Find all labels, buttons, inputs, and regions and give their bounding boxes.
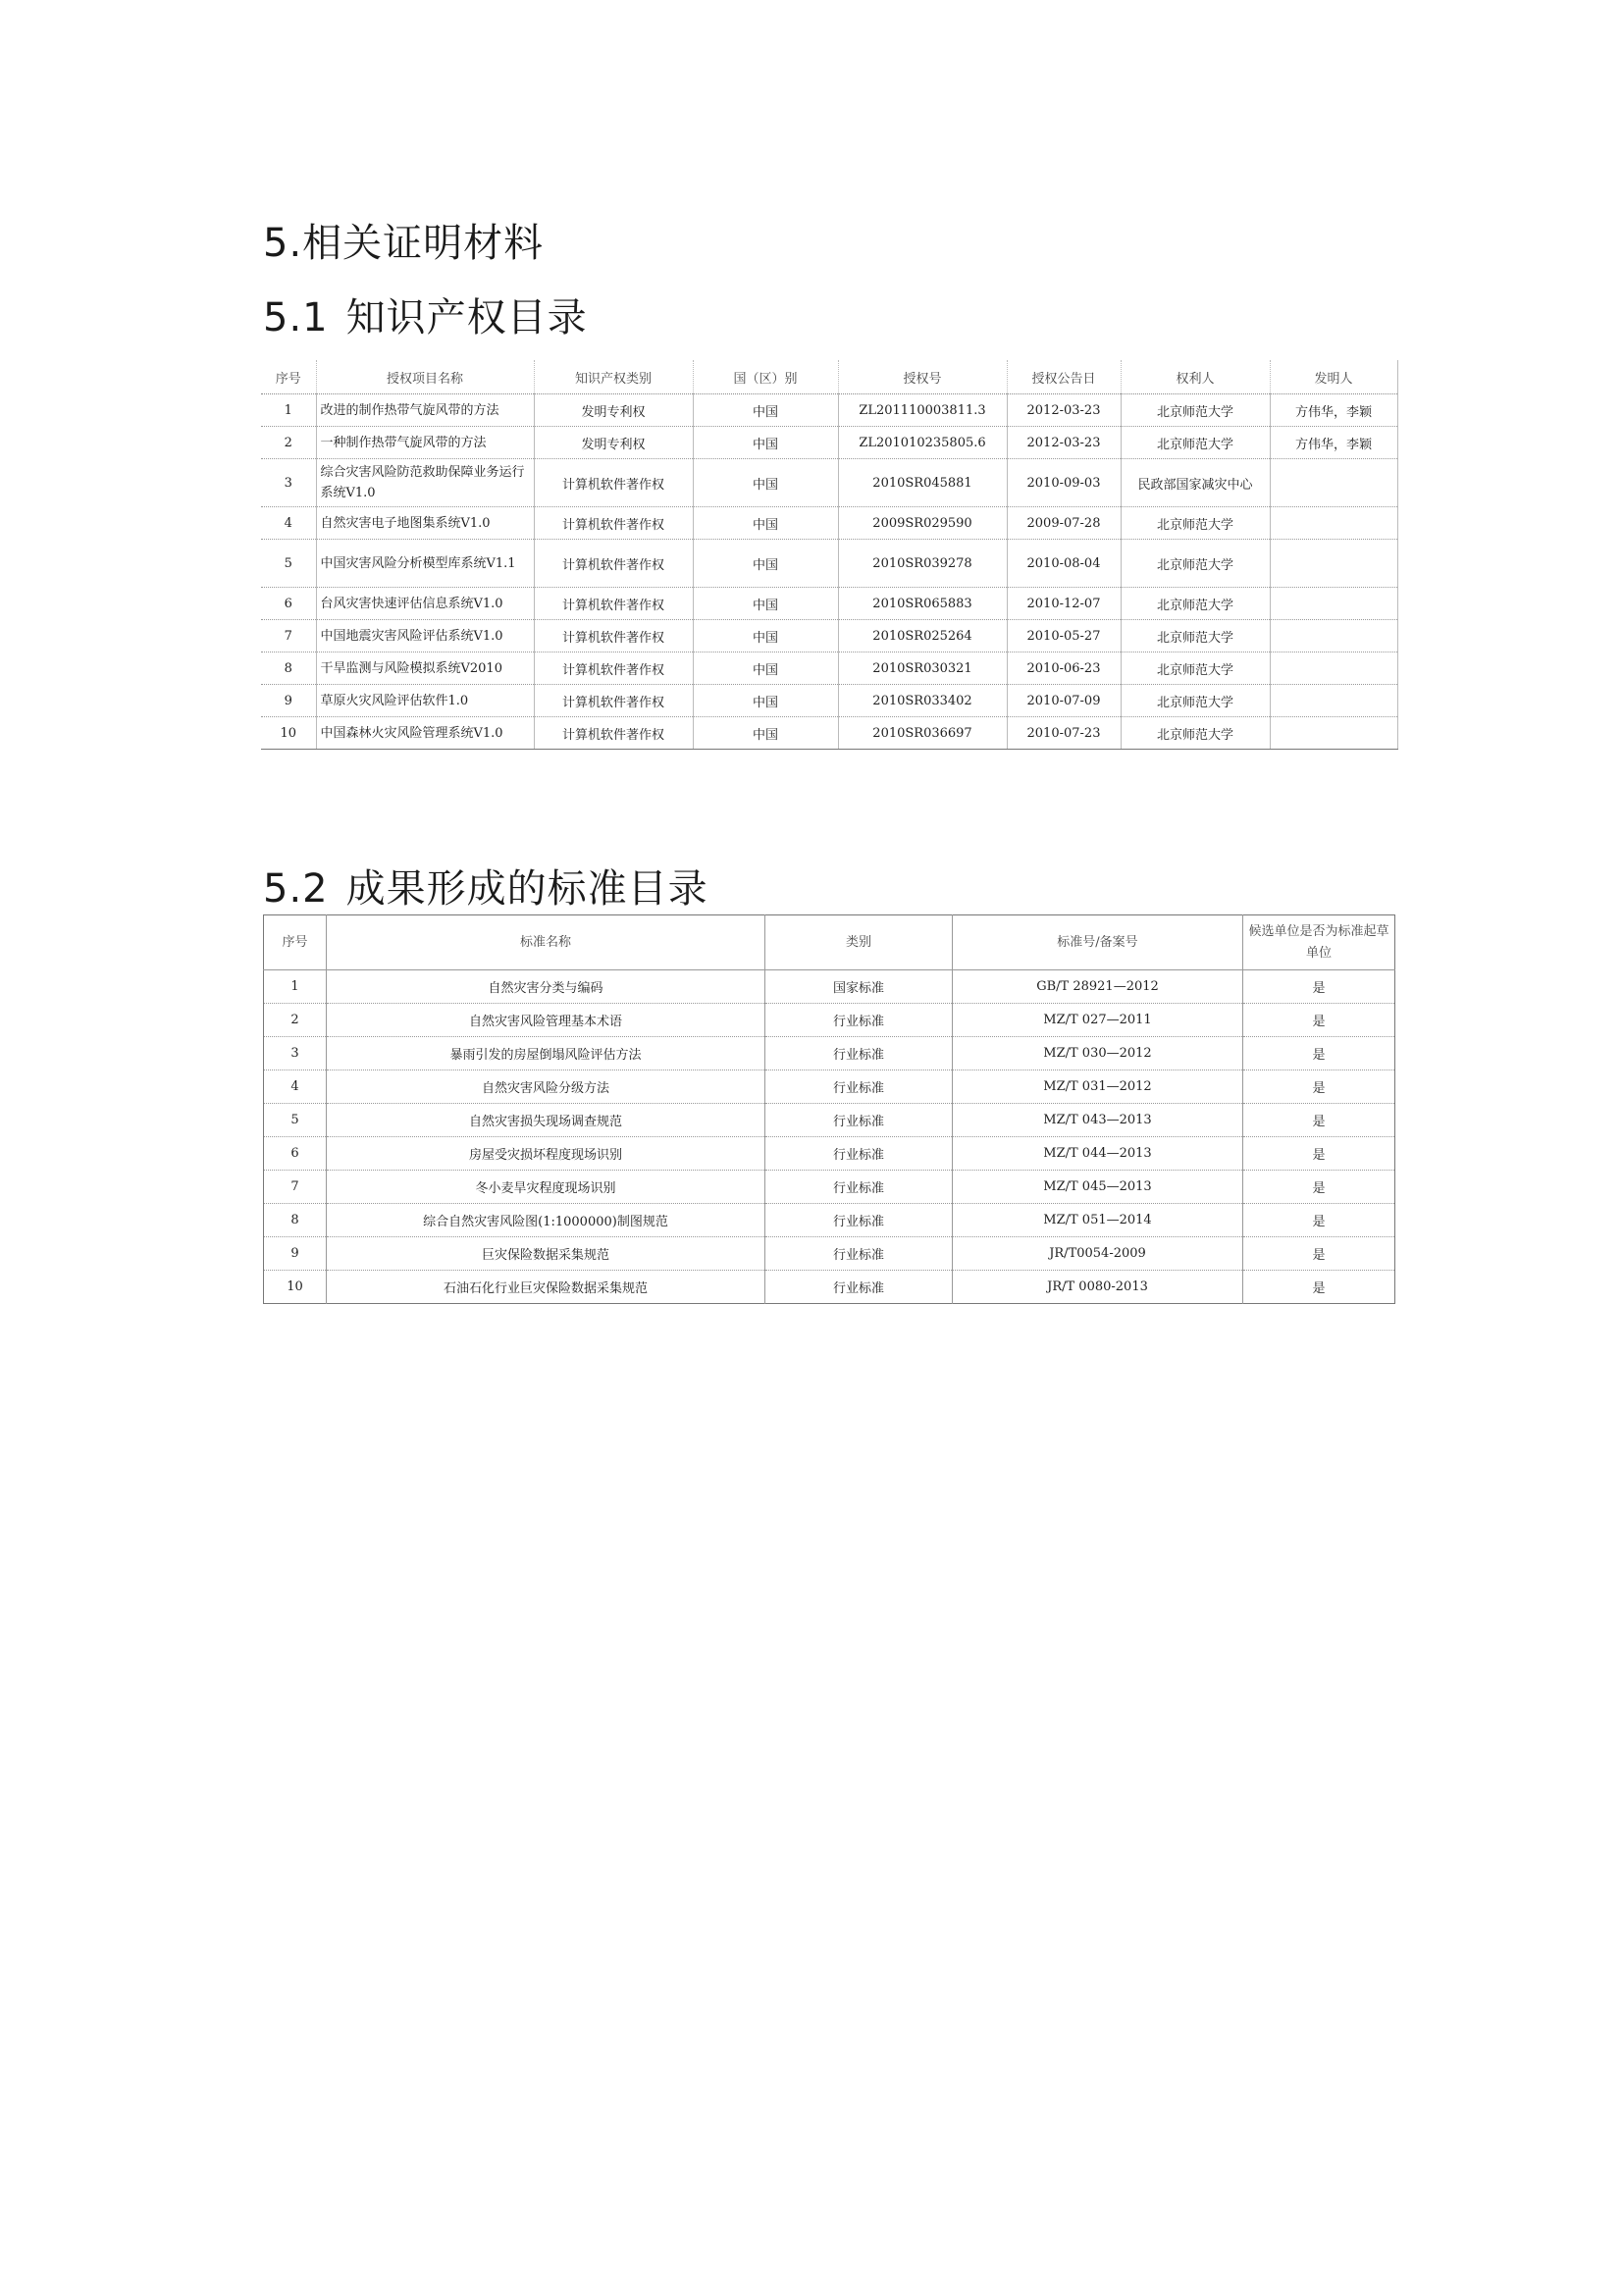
table-cell: 发明专利权 (534, 394, 693, 427)
column-header: 类别 (765, 915, 953, 970)
table-row (264, 1237, 1395, 1271)
table-cell: 行业标准 (765, 1137, 953, 1171)
table-cell: 2010-09-03 (1007, 459, 1121, 507)
table-cell: 发明专利权 (534, 427, 693, 459)
table-cell: 2010SR036697 (838, 717, 1007, 750)
column-header: 授权公告日 (1007, 360, 1121, 394)
section-heading-standards (263, 858, 708, 913)
table-row (264, 1137, 1395, 1171)
table-cell: 2010-08-04 (1007, 540, 1121, 588)
table-cell: 2010-07-23 (1007, 717, 1121, 750)
table-cell: 方伟华，李颖 (1270, 394, 1397, 427)
table-cell: 2009SR029590 (838, 507, 1007, 540)
table-cell: 一种制作热带气旋风带的方法 (316, 427, 534, 459)
table-cell: 是 (1243, 1271, 1395, 1304)
table-row (264, 1004, 1395, 1037)
table-cell: MZ/T 045—2013 (953, 1171, 1243, 1204)
table-cell: 是 (1243, 1204, 1395, 1237)
table-cell: 改进的制作热带气旋风带的方法 (316, 394, 534, 427)
table-cell: 2010SR039278 (838, 540, 1007, 588)
table-cell: JR/T0054-2009 (953, 1237, 1243, 1271)
table-row (261, 459, 1397, 507)
table-cell: 中国 (693, 652, 838, 685)
table-row (261, 507, 1397, 540)
table-cell: 是 (1243, 1037, 1395, 1070)
table-cell: 9 (261, 685, 316, 717)
column-header: 序号 (264, 915, 327, 970)
table-cell: 2010-12-07 (1007, 588, 1121, 620)
table-cell (1270, 459, 1397, 507)
table-row (261, 427, 1397, 459)
table-cell: 房屋受灾损坏程度现场识别 (327, 1137, 765, 1171)
column-header: 候选单位是否为标准起草单位 (1243, 915, 1395, 970)
section-number: 5.2 (263, 866, 329, 912)
table-cell: 自然灾害损失现场调查规范 (327, 1104, 765, 1137)
table-cell: 2010-06-23 (1007, 652, 1121, 685)
table-cell: MZ/T 044—2013 (953, 1137, 1243, 1171)
table-cell: 中国灾害风险分析模型库系统V1.1 (316, 540, 534, 588)
column-header: 权利人 (1121, 360, 1270, 394)
page-title: 5.相关证明材料 (263, 221, 545, 266)
column-header: 授权号 (838, 360, 1007, 394)
table-cell: 综合灾害风险防范救助保障业务运行系统V1.0 (316, 459, 534, 507)
table-cell: 行业标准 (765, 1237, 953, 1271)
table-row (261, 717, 1397, 750)
table-cell: 行业标准 (765, 1171, 953, 1204)
table-cell: 行业标准 (765, 1104, 953, 1137)
table-cell: MZ/T 027—2011 (953, 1004, 1243, 1037)
column-header: 序号 (261, 360, 316, 394)
table-cell: 9 (264, 1237, 327, 1271)
table-cell: 北京师范大学 (1121, 652, 1270, 685)
column-header: 标准名称 (327, 915, 765, 970)
table-row (264, 970, 1395, 1004)
table-cell (1270, 620, 1397, 652)
table-cell: 6 (261, 588, 316, 620)
table-cell: 干旱监测与风险模拟系统V2010 (316, 652, 534, 685)
table-cell: 中国 (693, 459, 838, 507)
table-cell: 计算机软件著作权 (534, 717, 693, 750)
table-cell: 冬小麦旱灾程度现场识别 (327, 1171, 765, 1204)
table-cell: 7 (261, 620, 316, 652)
table-cell: 1 (264, 970, 327, 1004)
table-cell: 4 (261, 507, 316, 540)
table-row (261, 620, 1397, 652)
table-cell: 是 (1243, 1004, 1395, 1037)
table-cell: 8 (264, 1204, 327, 1237)
table-row (261, 394, 1397, 427)
table-cell (1270, 652, 1397, 685)
standards-catalog-table (263, 914, 1395, 1304)
table-cell: MZ/T 031—2012 (953, 1070, 1243, 1104)
table-cell: 计算机软件著作权 (534, 588, 693, 620)
table-cell: 2010SR033402 (838, 685, 1007, 717)
table-cell (1270, 540, 1397, 588)
table-cell: 8 (261, 652, 316, 685)
table-cell: 10 (261, 717, 316, 750)
table-cell: 石油石化行业巨灾保险数据采集规范 (327, 1271, 765, 1304)
table-header-row (261, 360, 1397, 394)
table-cell: 是 (1243, 970, 1395, 1004)
table-cell: 自然灾害风险管理基本术语 (327, 1004, 765, 1037)
table-cell: 北京师范大学 (1121, 394, 1270, 427)
table-cell: 2010SR030321 (838, 652, 1007, 685)
table-cell: JR/T 0080-2013 (953, 1271, 1243, 1304)
table-row (264, 1271, 1395, 1304)
table-cell: 是 (1243, 1104, 1395, 1137)
table-cell: ZL201110003811.3 (838, 394, 1007, 427)
table-header-row (264, 915, 1395, 970)
table-cell: 2 (264, 1004, 327, 1037)
table-cell: 北京师范大学 (1121, 588, 1270, 620)
table-row (264, 1171, 1395, 1204)
table-cell: 是 (1243, 1237, 1395, 1271)
table-row (264, 1070, 1395, 1104)
table-cell: 北京师范大学 (1121, 717, 1270, 750)
table-cell: ZL201010235805.6 (838, 427, 1007, 459)
section-title: 知识产权目录 (345, 295, 588, 340)
table-cell: 自然灾害电子地图集系统V1.0 (316, 507, 534, 540)
section-number: 5.1 (263, 295, 329, 340)
column-header: 发明人 (1270, 360, 1397, 394)
table-cell (1270, 507, 1397, 540)
table-cell: 10 (287, 1279, 303, 1294)
column-header: 知识产权类别 (534, 360, 693, 394)
table-cell: 2012-03-23 (1007, 394, 1121, 427)
ip-catalog-table (261, 360, 1398, 750)
table-cell: 国家标准 (765, 970, 953, 1004)
table-cell: 中国 (693, 540, 838, 588)
column-header: 国（区）别 (693, 360, 838, 394)
table-cell: 草原火灾风险评估软件1.0 (316, 685, 534, 717)
table-cell: 是 (1243, 1070, 1395, 1104)
table-cell: 中国 (693, 620, 838, 652)
table-row (261, 652, 1397, 685)
table-cell: 北京师范大学 (1121, 427, 1270, 459)
table-cell: 北京师范大学 (1121, 540, 1270, 588)
table-cell: 中国 (693, 588, 838, 620)
table-row (264, 1037, 1395, 1070)
table-cell: 是 (1243, 1137, 1395, 1171)
table-cell: 计算机软件著作权 (534, 652, 693, 685)
column-header: 授权项目名称 (316, 360, 534, 394)
table-row (261, 588, 1397, 620)
table-cell: 方伟华，李颖 (1270, 427, 1397, 459)
table-cell: 台风灾害快速评估信息系统V1.0 (316, 588, 534, 620)
table-cell: 北京师范大学 (1121, 685, 1270, 717)
table-cell: 4 (264, 1070, 327, 1104)
table-cell (1270, 588, 1397, 620)
table-cell: 3 (264, 1037, 327, 1070)
table-cell: GB/T 28921—2012 (953, 970, 1243, 1004)
table-cell: 中国 (693, 427, 838, 459)
table-cell: 2 (261, 427, 316, 459)
table-cell: 民政部国家减灾中心 (1121, 459, 1270, 507)
table-cell: 中国森林火灾风险管理系统V1.0 (316, 717, 534, 750)
table-cell: 2009-07-28 (1007, 507, 1121, 540)
table-cell: MZ/T 030—2012 (953, 1037, 1243, 1070)
table-cell: 计算机软件著作权 (534, 459, 693, 507)
table-row (261, 685, 1397, 717)
table-cell: 中国地震灾害风险评估系统V1.0 (316, 620, 534, 652)
table-cell: 中国 (693, 717, 838, 750)
table-cell: 北京师范大学 (1121, 507, 1270, 540)
table-cell: 行业标准 (765, 1037, 953, 1070)
table-cell: 2010SR065883 (838, 588, 1007, 620)
table-cell: 自然灾害分类与编码 (327, 970, 765, 1004)
table-cell: 综合自然灾害风险图(1:1000000)制图规范 (327, 1204, 765, 1237)
table-cell: 中国 (693, 394, 838, 427)
table-cell: 中国 (693, 507, 838, 540)
table-cell: 行业标准 (765, 1204, 953, 1237)
table-cell: 2012-03-23 (1007, 427, 1121, 459)
table-cell: 北京师范大学 (1121, 620, 1270, 652)
table-cell: 计算机软件著作权 (534, 620, 693, 652)
table-cell (1270, 685, 1397, 717)
table-cell: 3 (261, 459, 316, 507)
table-cell: 2010SR045881 (838, 459, 1007, 507)
column-header: 标准号/备案号 (953, 915, 1243, 970)
table-cell: MZ/T 043—2013 (953, 1104, 1243, 1137)
table-cell: 暴雨引发的房屋倒塌风险评估方法 (327, 1037, 765, 1070)
table-cell: 计算机软件著作权 (534, 685, 693, 717)
table-cell: 行业标准 (765, 1271, 953, 1304)
table-cell: 计算机软件著作权 (534, 540, 693, 588)
section-title: 成果形成的标准目录 (345, 866, 708, 912)
table-row (264, 1204, 1395, 1237)
table-cell: 5 (261, 540, 316, 588)
table-cell: 2010SR025264 (838, 620, 1007, 652)
table-cell: 中国 (693, 685, 838, 717)
table-cell: 行业标准 (765, 1070, 953, 1104)
table-cell: 2010-05-27 (1007, 620, 1121, 652)
table-row (261, 540, 1397, 588)
table-cell: 6 (264, 1137, 327, 1171)
table-cell: 是 (1243, 1171, 1395, 1204)
table-row (264, 1104, 1395, 1137)
table-cell: MZ/T 051—2014 (953, 1204, 1243, 1237)
table-cell (1270, 717, 1397, 750)
table-cell: 计算机软件著作权 (534, 507, 693, 540)
table-cell: 1 (261, 394, 316, 427)
table-cell: 5 (264, 1104, 327, 1137)
table-cell: 7 (264, 1171, 327, 1204)
table-cell: 2010-07-09 (1007, 685, 1121, 717)
table-cell: 行业标准 (765, 1004, 953, 1037)
section-heading-ip (263, 287, 588, 342)
table-cell: 巨灾保险数据采集规范 (327, 1237, 765, 1271)
table-cell: 自然灾害风险分级方法 (327, 1070, 765, 1104)
